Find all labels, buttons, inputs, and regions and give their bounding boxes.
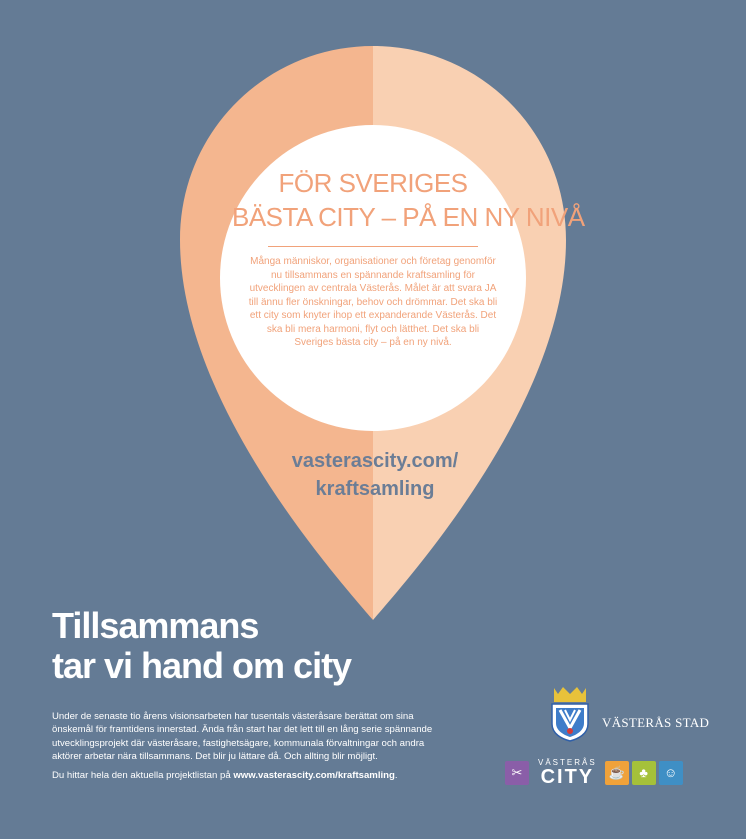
title-line-1: Tillsammans [52,605,259,646]
project-list-link[interactable]: www.vasterascity.com/kraftsamling [233,770,395,782]
title-line-2: tar vi hand om city [52,645,352,686]
page-title [52,606,351,686]
headline-line-1: FÖR SVERIGES [278,168,468,198]
divider [268,246,478,247]
url-line-2[interactable]: kraftsamling [315,478,435,500]
headline-line-2: BÄSTA CITY – PÅ EN NY NIVÅ [232,202,585,232]
partner-logos [505,758,686,787]
vasteras-city-logo [538,758,597,787]
shopping-icon: ☕ [605,761,629,785]
tools-icon: ✂ [505,761,529,785]
vasteras-stad-logo [548,684,709,742]
lead-text: Många människor, organisationer och företag genomför nu tillsammans en spännande kraftsamling för utvecklingen av centrala Västerås. Målet är att svara JA till ännu fler önskningar, behov och drömmar. Det ska bli ett city som knyter ihop ett expanderande Västerås. Det ska bli mera harmoni, flyt och lätthet. Det ska bli Sveriges bästa city – på en ny nivå. [248,256,498,348]
link-prefix: Du hittar hela den aktuella projektlistan på [52,770,234,782]
coat-of-arms-icon [548,684,592,742]
body-text [52,710,442,788]
city-logo-big: CITY [540,766,595,788]
headline [232,166,585,234]
stad-name: VÄSTERÅS STAD [602,715,710,730]
body-paragraph: Under de senaste tio årens visionsarbeten har tusentals västeråsare berättat om sina önskemål för framtidens innerstad. Ända från start har det lett till en lång serie spännande utvecklingsprojekt där västeråsare, fastighetsägare, kommunala förvaltningar och andra aktörer arbetar nära tillsammans. Det blir ju lättare då. Och allting blir möjligt. [52,711,433,762]
plant-icon: ♣ [632,761,656,785]
people-icon: ☺ [659,761,683,785]
project-list-line [52,769,442,782]
campaign-url[interactable] [250,447,500,503]
pin-circle-content [232,166,585,392]
city-logo-small: VÄSTERÅS [538,758,597,767]
url-line-1[interactable]: vasterascity.com/ [291,450,459,472]
link-suffix: . [394,770,398,782]
